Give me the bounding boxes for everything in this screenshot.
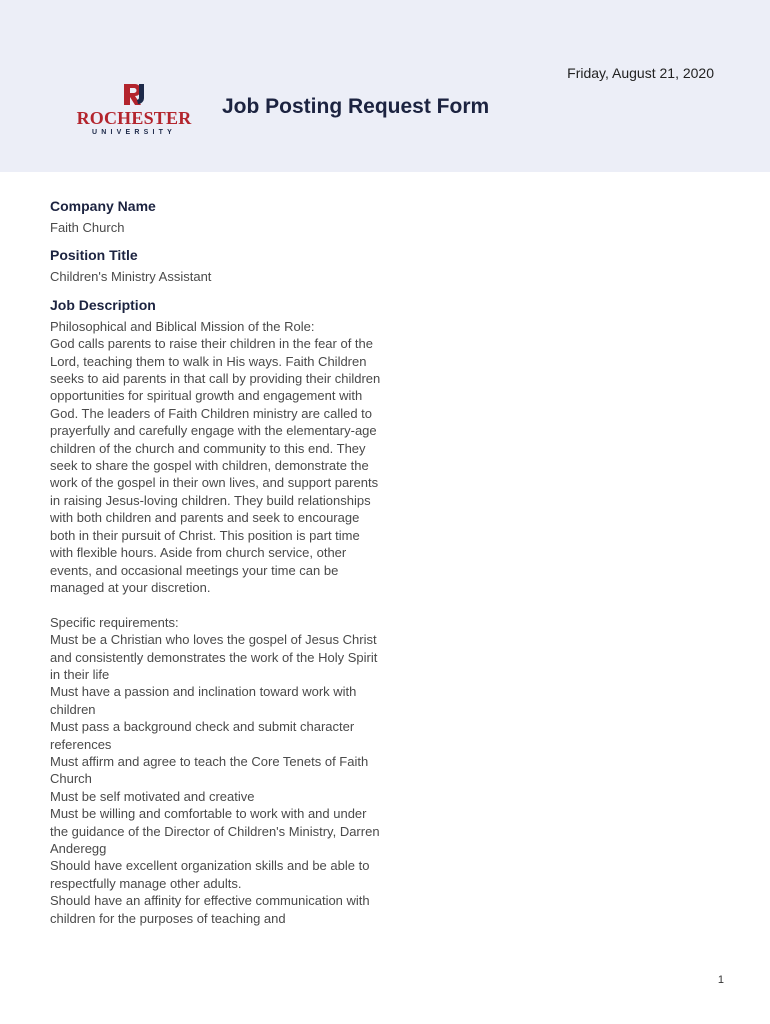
company-name-value: Faith Church bbox=[50, 220, 125, 235]
page-number: 1 bbox=[717, 974, 724, 986]
position-title-label: Position Title bbox=[50, 247, 138, 264]
form-content bbox=[50, 196, 385, 927]
logo-subtitle: UNIVERSITY bbox=[91, 129, 176, 136]
logo-mark-icon bbox=[122, 84, 146, 106]
page-header bbox=[0, 0, 770, 172]
logo-wordmark: ROCHESTER bbox=[76, 108, 192, 128]
position-title-value: Children's Ministry Assistant bbox=[50, 269, 212, 285]
date-text: Friday, August 21, 2020 bbox=[567, 65, 714, 81]
page-title: Job Posting Request Form bbox=[222, 95, 490, 118]
job-description-label: Job Description bbox=[50, 296, 156, 313]
position-title-field bbox=[50, 245, 385, 285]
company-name-label: Company Name bbox=[50, 198, 156, 214]
company-name-field bbox=[50, 196, 385, 236]
job-description-value: Philosophical and Biblical Mission of the Role: God calls parents to raise their children in the fear of the Lord, teaching them to walk in His ways. Faith Children seeks to aid parents in that call by providing their children opportunities for spiritual growth and engagement with God. The leaders of Faith Children ministry are called to prayerfully and carefully engage with the elementary-age children of the church and community to this end. They seek to share the gospel with children, demonstrate the work of the gospel in their own lives, and support parents in raising Jesus-loving children. They build relationships with both children and parents and seek to encourage both in their pursuit of Christ. This position is part time with flexible hours. Aside from church service, other events, and occasional meetings your time can be managed at your discretion. Specific requirements: Must be a Christian who loves the gospel of Jesus Christ and consistently demonstrates the work of the Holy Spirit in their life Must have a passion and inclination toward work with children Must pass a background check and submit character references Must affirm and agree to teach the Core Tenets of Faith Church Must be self motivated and creative Must be willing and comfortable to work with and under the guidance of the Director of Children's Ministry, Darren Anderegg Should have excellent organization skills and be able to respectfully manage other adults. Should have an affinity for effective communication with children for the purposes of teaching and bbox=[50, 318, 381, 926]
rochester-university-logo bbox=[76, 84, 192, 138]
job-description-field bbox=[50, 295, 385, 927]
